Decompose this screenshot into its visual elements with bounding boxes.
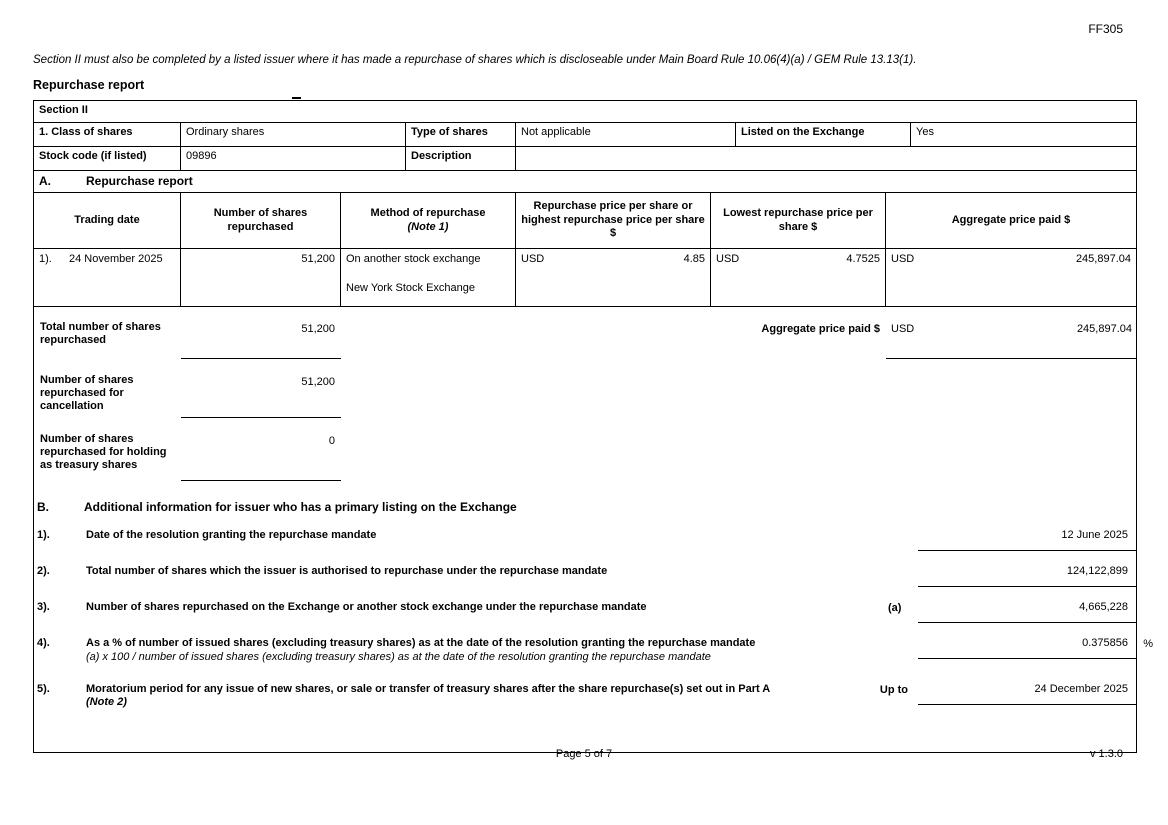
aggregate-paid-currency: USD [891,323,915,335]
aggregate-paid-field [886,321,1136,359]
item-5-note: (Note 2) [86,696,127,709]
type-of-shares-value: Not applicable [516,123,736,146]
class-of-shares-value: Ordinary shares [181,123,406,146]
part-b-item-1 [34,529,1136,551]
item-2-text: Total number of shares which the issuer is authorised to repurchase under the repurchase mandate [86,565,608,577]
total-shares-label: Total number of shares repurchased [40,321,161,347]
description-value [516,147,1136,170]
page-title: Repurchase report [33,78,145,92]
part-b-title: Additional information for issuer who has a primary listing on the Exchange [84,500,517,514]
part-b-item-2 [34,565,1136,587]
part-b-item-4 [34,637,1153,665]
item-1-text: Date of the resolution granting the repurchase mandate [86,529,377,541]
page-indicator: Page 5 of 7 [555,748,613,760]
part-b-item-3 [34,601,1136,623]
treasury-label: Number of shares repurchased for holding as treasury shares [40,433,167,472]
highest-price-value: 4.85 [683,253,705,265]
trading-date-cell [34,249,181,306]
lowest-price-value: 4.7525 [846,253,880,265]
item-4-note: (a) x 100 / number of issued shares (excluding treasury shares) as at the date of the resolution granting the repurchase mandate [86,650,711,663]
section-ii-header-row [34,101,1136,123]
part-b-header [34,496,1136,515]
method-cell [341,249,516,306]
total-shares-value: 51,200 [181,321,341,359]
item-4-text: As a % of number of issued shares (excluding treasury shares) as at the date of the resolution granting the repurchase mandate [86,637,756,649]
aggregate-paid-label: Aggregate price paid $ [761,323,880,335]
stock-code-value: 09896 [181,147,406,170]
part-b-letter: B. [37,500,49,514]
item-5-num: 5). [37,682,50,695]
total-shares-row [34,321,1136,359]
class-of-shares-label: 1. Class of shares [34,123,181,146]
item-3-marker: (a) [888,602,902,614]
highest-price-currency: USD [521,253,545,265]
repurchase-table-header-row [34,193,1136,249]
col-header-method [341,193,516,248]
listed-on-exchange-label: Listed on the Exchange [736,123,911,146]
item-3-text: Number of shares repurchased on the Exchange or another stock exchange under the repurchase mandate [86,601,647,613]
aggregate-price-currency: USD [891,253,915,265]
aggregate-price-cell [886,249,1136,306]
item-5-value: 24 December 2025 [918,683,1136,705]
lowest-price-currency: USD [716,253,740,265]
repurchase-table-data-row [34,249,1136,307]
section-ii-header: Section II [39,104,88,116]
col-header-method-note: (Note 1) [407,220,449,233]
col-header-trading-date: Trading date [34,193,181,248]
trading-date-value: 24 November 2025 [69,253,163,265]
intro-note: Section II must also be completed by a listed issuer where it has made a repurchase of shares which is discloseable under Main Board Rule 10.06(4)(a) / GEM Rule 13.13(1). [33,54,917,66]
item-4-num: 4). [37,637,50,649]
cancellation-label: Number of shares repurchased for cancellation [40,374,134,413]
lowest-price-cell [711,249,886,306]
cancellation-row [34,374,1136,418]
col-header-lowest-price: Lowest repurchase price per share $ [711,193,886,248]
part-a-header [34,171,1136,192]
shares-repurchased-cell: 51,200 [181,249,341,306]
item-4-value: 0.375856 [918,637,1136,659]
listed-on-exchange-value: Yes [916,126,934,138]
item-4-percent-sign: % [1143,638,1153,650]
aggregate-price-value: 245,897.04 [1075,253,1131,265]
item-5-text: Moratorium period for any issue of new shares, or sale or transfer of treasury shares after the share repurchase(s) set out in Part A [86,682,771,695]
section-ii-table [33,100,1153,753]
treasury-value: 0 [181,433,341,481]
row-index: 1). [39,253,52,265]
item-1-num: 1). [37,529,50,541]
part-a-letter: A. [39,174,51,188]
stock-code-row [34,147,1136,171]
highest-price-cell [516,249,711,306]
item-2-num: 2). [37,565,50,577]
treasury-row [34,433,1136,481]
aggregate-paid-value: 245,897.04 [1076,323,1132,335]
class-of-shares-row [34,123,1136,147]
description-label: Description [406,147,516,170]
item-5-up-to-label: Up to [879,683,908,696]
totals-and-part-b [34,307,1153,752]
col-header-aggregate-price: Aggregate price paid $ [951,213,1071,226]
item-2-value: 124,122,899 [918,565,1136,587]
type-of-shares-label: Type of shares [406,123,516,146]
stock-code-label: Stock code (if listed) [34,147,181,170]
item-3-num: 3). [37,601,50,613]
col-header-shares-repurchased: Number of shares repurchased [181,193,341,248]
part-a-header-row [34,171,1136,193]
item-3-value: 4,665,228 [918,601,1136,623]
part-b-item-5 [34,683,1136,711]
item-5-text-block [86,683,880,711]
version-label: v 1.3.0 [1089,748,1123,760]
form-code: FF305 [1088,22,1123,36]
part-a-title: Repurchase report [86,174,193,188]
col-header-method-text: Method of repurchase [370,206,486,219]
col-header-highest-price: Repurchase price per share or highest repurchase price per share $ [516,193,711,248]
method-line1: On another stock exchange [346,253,481,265]
cancellation-value: 51,200 [181,374,341,418]
item-4-text-block [86,637,918,665]
method-line2: New York Stock Exchange [346,281,476,294]
stray-mark [292,97,301,99]
table-bottom-padding [34,710,1136,752]
item-1-value: 12 June 2025 [918,529,1136,551]
